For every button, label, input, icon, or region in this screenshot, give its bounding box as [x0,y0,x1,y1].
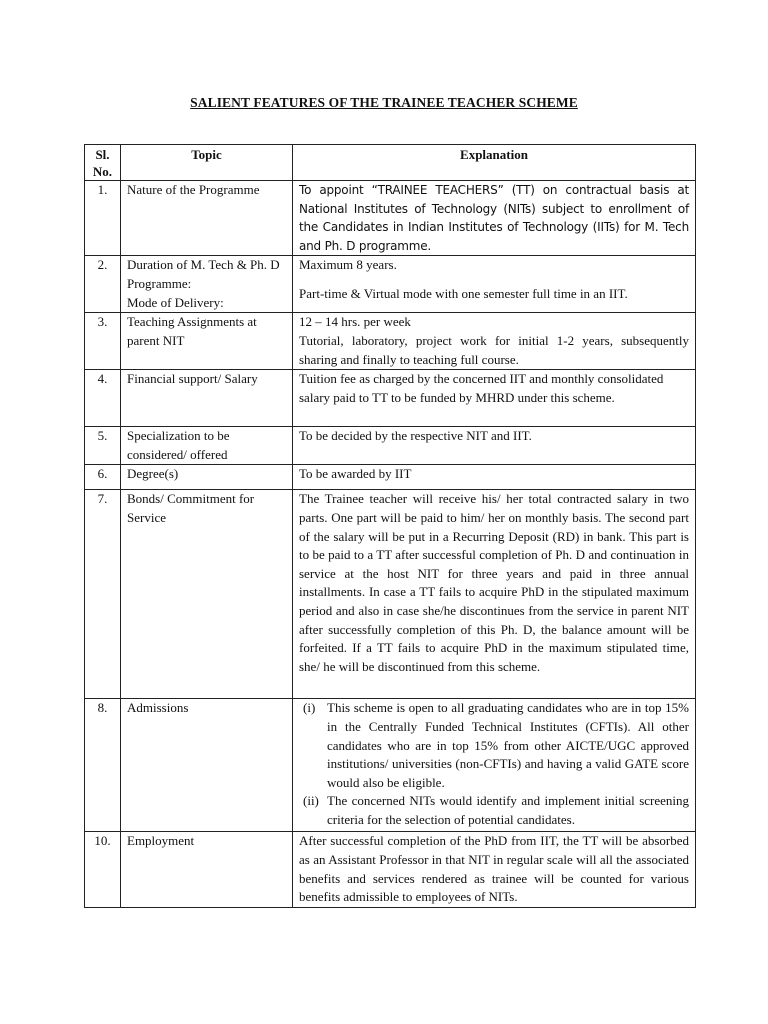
header-topic: Topic [121,145,293,181]
row-topic: Admissions [121,699,293,832]
row-explanation [293,699,696,832]
row-explanation: After successful completion of the PhD from IIT, the TT will be absorbed as an Assistant Professor in that NIT in regular scale will all the associated benefits and services rendered as trainee will be counted for various benefits admissible to employees of NITs. [293,832,696,907]
row-sl-no: 4. [85,370,121,427]
row-explanation [293,313,696,370]
page-title: SALIENT FEATURES OF THE TRAINEE TEACHER SCHEME [190,95,578,110]
row-explanation: The Trainee teacher will receive his/ her total contracted salary in two parts. One part will be paid to him/ her on monthly basis. The second part of the salary will be put in a Recurring Deposit (RD) in bank. This part is to be paid to a TT after successful completion of Ph. D and continuation in service at the host NIT for three years and paid in three annual installments. In case a TT fails to acquire PhD in the stipulated maximum period and also in case she/he discontinues from the service in parent NIT after successfully completion of this Ph. D, the balance amount will be forfeited. If a TT fails to acquire PhD in the maximum stipulated time, she/ he will be discontinued from this scheme. [293,490,696,699]
row-sl-no: 6. [85,465,121,490]
row-explanation: To be awarded by IIT [293,465,696,490]
list-item-text: This scheme is open to all graduating candidates who are in top 15% in the Centrally Funded Technical Institutes (CFTIs). All other candidates who are in top 15% from other AICTE/UGC approved institutions/ universities (non-CFTIs) and having a valid GATE score would also be eligible. [327,700,689,790]
list-item-number: (ii) [303,793,319,809]
row-explanation-text-2: Part-time & Virtual mode with one semester full time in an IIT. [299,285,628,301]
list-item [299,699,689,792]
row-explanation: Tuition fee as charged by the concerned IIT and monthly consolidated salary paid to TT to be funded by MHRD under this scheme. [293,370,696,427]
row-sl-no: 2. [85,256,121,313]
table-header-row [85,145,696,181]
list-item-number: (i) [303,700,316,716]
row-topic: Employment [121,832,293,907]
table-row [85,181,696,256]
row-topic [121,256,293,313]
row-topic: Nature of the Programme [121,181,293,256]
row-sl-no: 8. [85,699,121,832]
row-explanation: To appoint “TRAINEE TEACHERS” (TT) on contractual basis at National Institutes of Technology (NITs) subject to enrollment of the Candidates in Indian Institutes of Technology (IITs) for M. Tech and Ph. D programme. [293,181,696,256]
row-topic: Teaching Assignments at parent NIT [121,313,293,370]
row-sl-no: 7. [85,490,121,699]
header-explanation: Explanation [293,145,696,181]
table-row [85,699,696,832]
table-row [85,832,696,907]
row-explanation [293,256,696,313]
row-topic: Degree(s) [121,465,293,490]
row-explanation-text-2: Tutorial, laboratory, project work for initial 1-2 years, subsequently sharing and finally to teaching full course. [299,332,689,367]
row-topic-text-2: Mode of Delivery: [127,294,224,310]
list-item-text: The concerned NITs would identify and implement initial screening criteria for the selection of potential candidates. [327,793,689,827]
table-row [85,313,696,370]
table-row [85,256,696,313]
admissions-list [299,699,689,829]
table-row [85,370,696,427]
row-explanation-text: Maximum 8 years. [299,257,397,273]
row-topic-text: Duration of M. Tech & Ph. D Programme: [127,257,280,291]
row-topic: Financial support/ Salary [121,370,293,427]
header-sl-no: Sl. No. [85,145,121,181]
row-sl-no: 5. [85,427,121,465]
row-explanation: To be decided by the respective NIT and IIT. [293,427,696,465]
row-sl-no: 10. [85,832,121,907]
scheme-table [84,144,696,908]
table-row [85,490,696,699]
row-topic: Specialization to be considered/ offered [121,427,293,465]
row-sl-no: 1. [85,181,121,256]
table-row [85,427,696,465]
row-topic: Bonds/ Commitment for Service [121,490,293,699]
table-row [85,465,696,490]
row-sl-no: 3. [85,313,121,370]
list-item [299,792,689,829]
row-explanation-text: 12 – 14 hrs. per week [299,314,411,330]
